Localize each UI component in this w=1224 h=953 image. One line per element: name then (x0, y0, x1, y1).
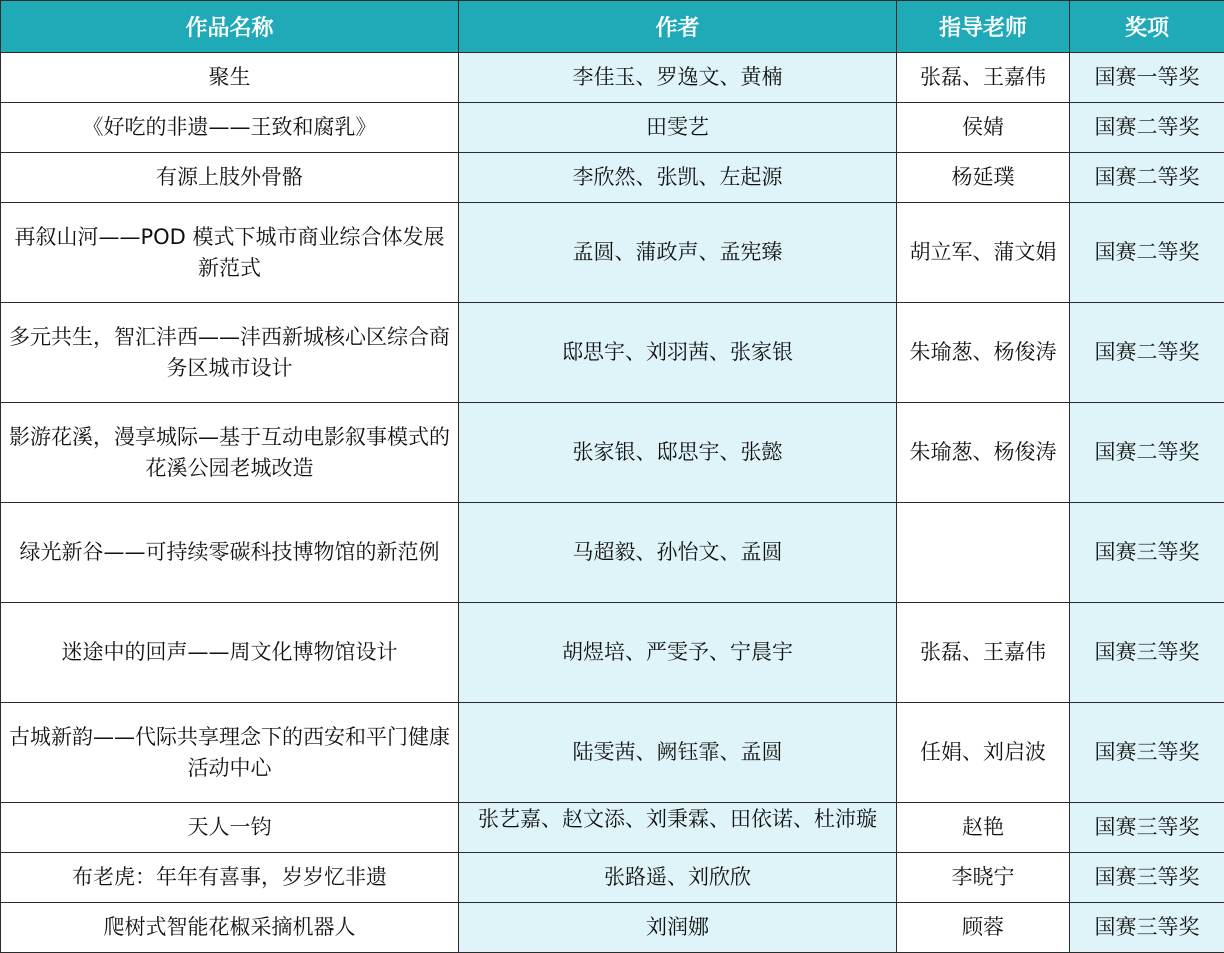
table-row (1, 903, 1224, 953)
work-award: 国赛三等奖 (1070, 853, 1224, 903)
work-award: 国赛二等奖 (1070, 103, 1224, 153)
work-advisors: 顾蓉 (897, 903, 1070, 953)
work-authors-cell (459, 803, 897, 853)
work-award: 国赛二等奖 (1070, 303, 1224, 403)
table-row (1, 303, 1224, 403)
table-row (1, 53, 1224, 103)
work-advisors: 胡立军、蒲文娟 (897, 203, 1070, 303)
work-authors: 邸思宇、刘羽茜、张家银 (459, 303, 897, 403)
work-title: 天人一钧 (1, 803, 459, 853)
work-authors: 李欣然、张凯、左起源 (459, 153, 897, 203)
work-title: 爬树式智能花椒采摘机器人 (1, 903, 459, 953)
work-advisors: 张磊、王嘉伟 (897, 53, 1070, 103)
work-authors: 孟圆、蒲政声、孟宪臻 (459, 203, 897, 303)
table-row (1, 103, 1224, 153)
header-title: 作品名称 (1, 1, 459, 53)
work-advisors: 张磊、王嘉伟 (897, 603, 1070, 703)
work-title: 聚生 (1, 53, 459, 103)
work-authors: 陆雯茜、阙钰霏、孟圆 (459, 703, 897, 803)
work-advisors (897, 503, 1070, 603)
work-authors: 张艺嘉、赵文添、刘秉霖、田依诺、杜沛璇 (478, 806, 877, 831)
work-award: 国赛二等奖 (1070, 153, 1224, 203)
table-row (1, 803, 1224, 853)
work-authors: 李佳玉、罗逸文、黄楠 (459, 53, 897, 103)
work-award: 国赛二等奖 (1070, 403, 1224, 503)
table-row (1, 853, 1224, 903)
work-advisors: 杨延璞 (897, 153, 1070, 203)
work-authors: 马超毅、孙怡文、孟圆 (459, 503, 897, 603)
work-authors: 张家银、邸思宇、张懿 (459, 403, 897, 503)
work-title: 影游花溪，漫享城际—基于互动电影叙事模式的花溪公园老城改造 (1, 403, 459, 503)
work-title: 《好吃的非遗——王致和腐乳》 (1, 103, 459, 153)
work-award: 国赛三等奖 (1070, 803, 1224, 853)
work-title: 绿光新谷——可持续零碳科技博物馆的新范例 (1, 503, 459, 603)
work-title: 多元共生，智汇沣西——沣西新城核心区综合商务区城市设计 (1, 303, 459, 403)
work-advisors: 任娟、刘启波 (897, 703, 1070, 803)
work-advisors: 李晓宁 (897, 853, 1070, 903)
table-row (1, 703, 1224, 803)
work-award: 国赛三等奖 (1070, 603, 1224, 703)
work-authors: 张路遥、刘欣欣 (459, 853, 897, 903)
work-title: 古城新韵——代际共享理念下的西安和平门健康活动中心 (1, 703, 459, 803)
header-award: 奖项 (1070, 1, 1224, 53)
work-award: 国赛三等奖 (1070, 703, 1224, 803)
work-title: 迷途中的回声——周文化博物馆设计 (1, 603, 459, 703)
table-row (1, 153, 1224, 203)
header-advisors: 指导老师 (897, 1, 1070, 53)
work-award: 国赛二等奖 (1070, 203, 1224, 303)
work-title: 布老虎：年年有喜事，岁岁忆非遗 (1, 853, 459, 903)
work-award: 国赛一等奖 (1070, 53, 1224, 103)
header-row (1, 1, 1224, 53)
work-advisors: 侯婧 (897, 103, 1070, 153)
work-title: 再叙山河——POD 模式下城市商业综合体发展新范式 (1, 203, 459, 303)
work-advisors: 朱瑜葱、杨俊涛 (897, 303, 1070, 403)
work-advisors: 赵艳 (897, 803, 1070, 853)
table-row (1, 603, 1224, 703)
work-advisors: 朱瑜葱、杨俊涛 (897, 403, 1070, 503)
work-authors: 胡煜培、严雯予、宁晨宇 (459, 603, 897, 703)
work-award: 国赛三等奖 (1070, 503, 1224, 603)
table-row (1, 403, 1224, 503)
work-title: 有源上肢外骨骼 (1, 153, 459, 203)
table-row (1, 503, 1224, 603)
work-award: 国赛三等奖 (1070, 903, 1224, 953)
table-row (1, 203, 1224, 303)
work-authors: 田雯艺 (459, 103, 897, 153)
work-authors: 刘润娜 (459, 903, 897, 953)
header-authors: 作者 (459, 1, 897, 53)
